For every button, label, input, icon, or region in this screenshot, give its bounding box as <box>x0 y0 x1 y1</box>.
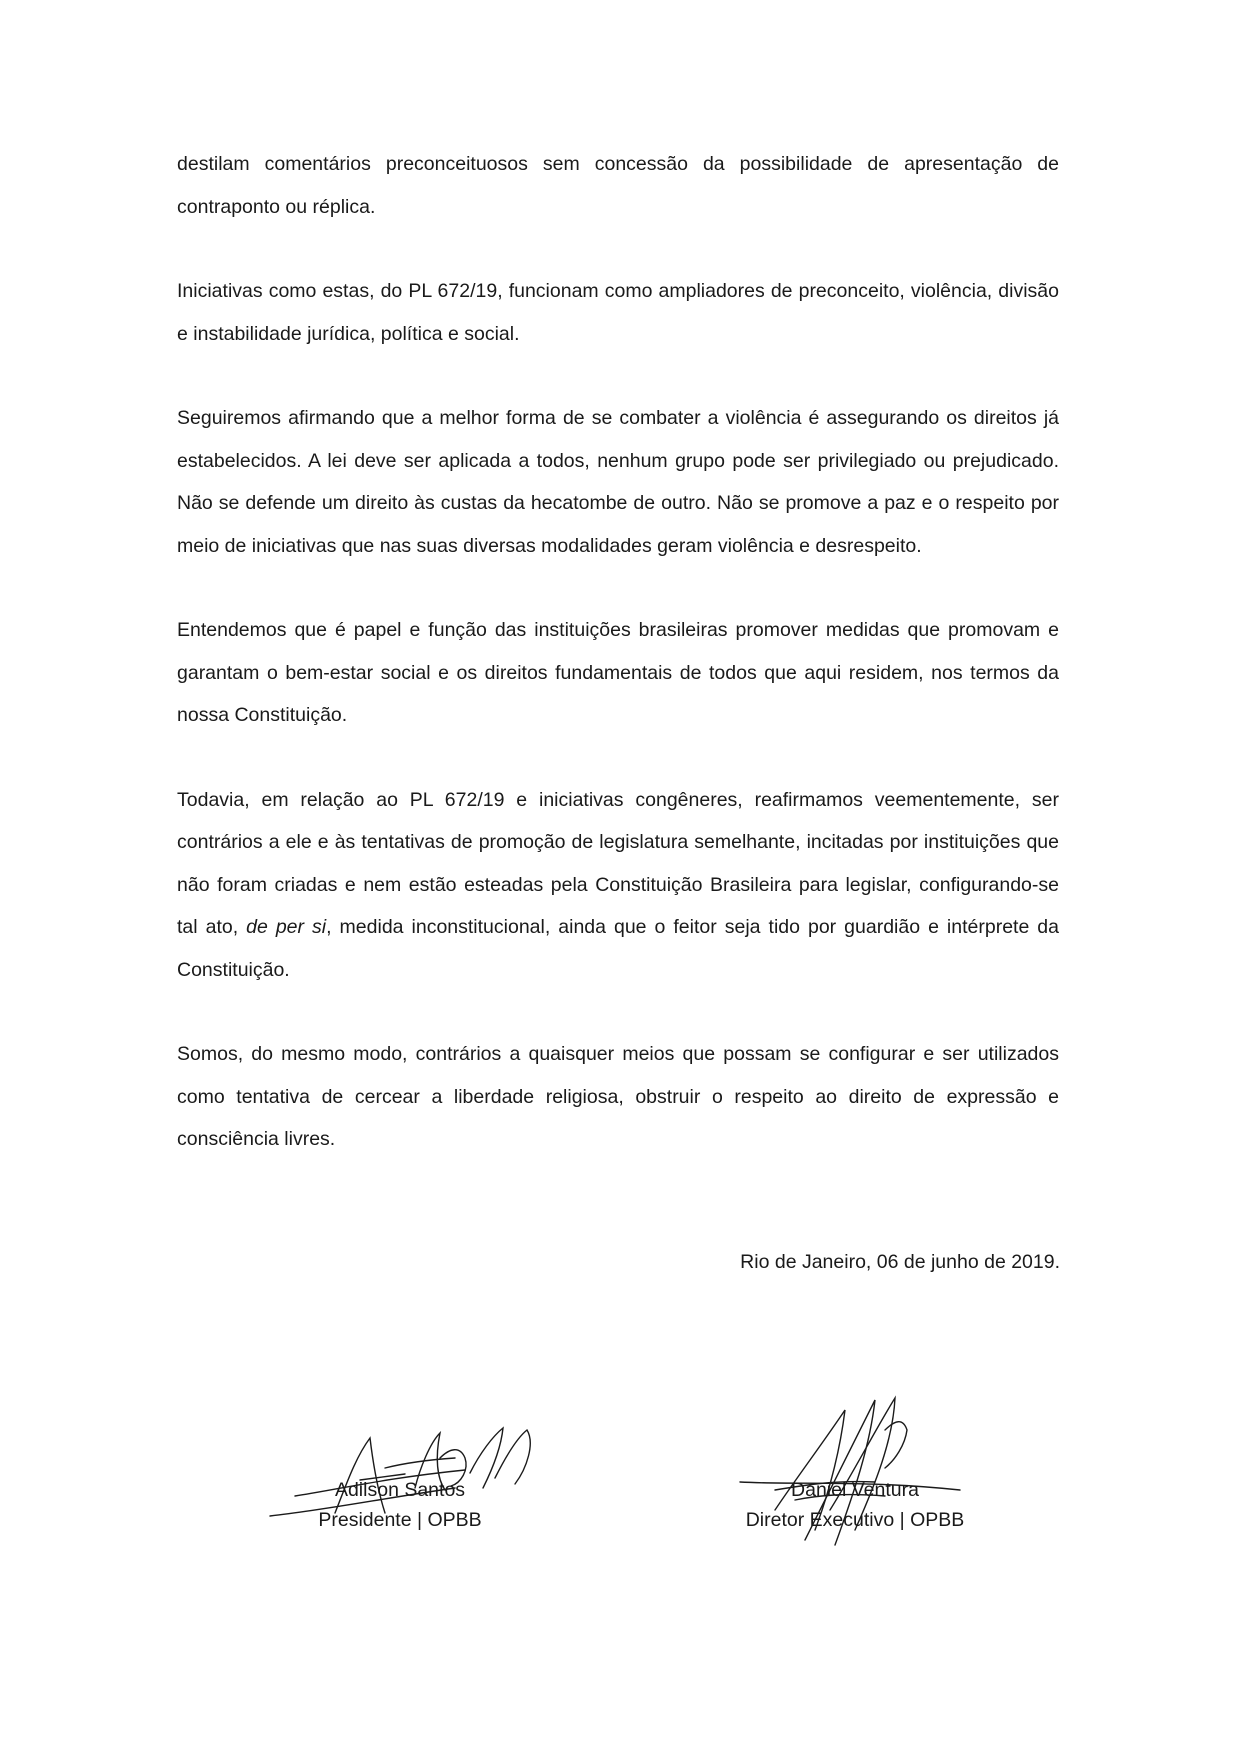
paragraph-4: Entendemos que é papel e função das instituições brasileiras promover medidas que promovam e garantam o bem-estar social e os direitos fundamentais de todos que aqui residem, nos termos da nossa Constituição. <box>177 619 1059 726</box>
signatory-role: Diretor Executivo | OPBB <box>745 1509 965 1531</box>
paragraph-5 <box>177 779 1059 992</box>
paragraph-5-part-2: , medida inconstitucional, ainda que o feitor seja tido por guardião e intérprete da Constituição. <box>177 916 1059 981</box>
signatory-name: Daniel Ventura <box>791 1479 919 1501</box>
signatory-right <box>705 1475 1005 1535</box>
paragraph-6: Somos, do mesmo modo, contrários a quaisquer meios que possam se configurar e ser utilizados como tentativa de cercear a liberdade religiosa, obstruir o respeito ao direito de expressão e consciência livres. <box>177 1043 1059 1150</box>
paragraph-5-part-1: Todavia, em relação ao PL 672/19 e iniciativas congêneres, reafirmamos veementemente, ser contrários a ele e às tentativas de promoção de legislatura semelhante, incitadas por instituições que não foram criadas e nem estão esteadas pela Constituição Brasileira para legislar, configurando-se tal ato, <box>177 788 1059 938</box>
date-line: Rio de Janeiro, 06 de junho de 2019. <box>740 1251 1060 1273</box>
letter-body <box>177 143 1059 1203</box>
paragraph-1: destilam comentários preconceituosos sem concessão da possibilidade de apresentação de contraponto ou réplica. <box>177 153 1059 218</box>
signatory-name: Adilson Santos <box>334 1479 466 1501</box>
signatory-role: Presidente | OPBB <box>318 1509 482 1531</box>
paragraph-3: Seguiremos afirmando que a melhor forma de se combater a violência é assegurando os direitos já estabelecidos. A lei deve ser aplicada a todos, nenhum grupo pode ser privilegiado ou prejudicado. Não se defende um direito às custas da hecatombe de outro. Não se promove a paz e o respeito por meio de iniciativas que nas suas diversas modalidades geram violência e desrespeito. <box>177 407 1059 557</box>
paragraph-5-italic: de per si <box>246 916 327 938</box>
signatory-left <box>250 1475 550 1535</box>
paragraph-2: Iniciativas como estas, do PL 672/19, funcionam como ampliadores de preconceito, violência, divisão e instabilidade jurídica, política e social. <box>177 280 1059 345</box>
